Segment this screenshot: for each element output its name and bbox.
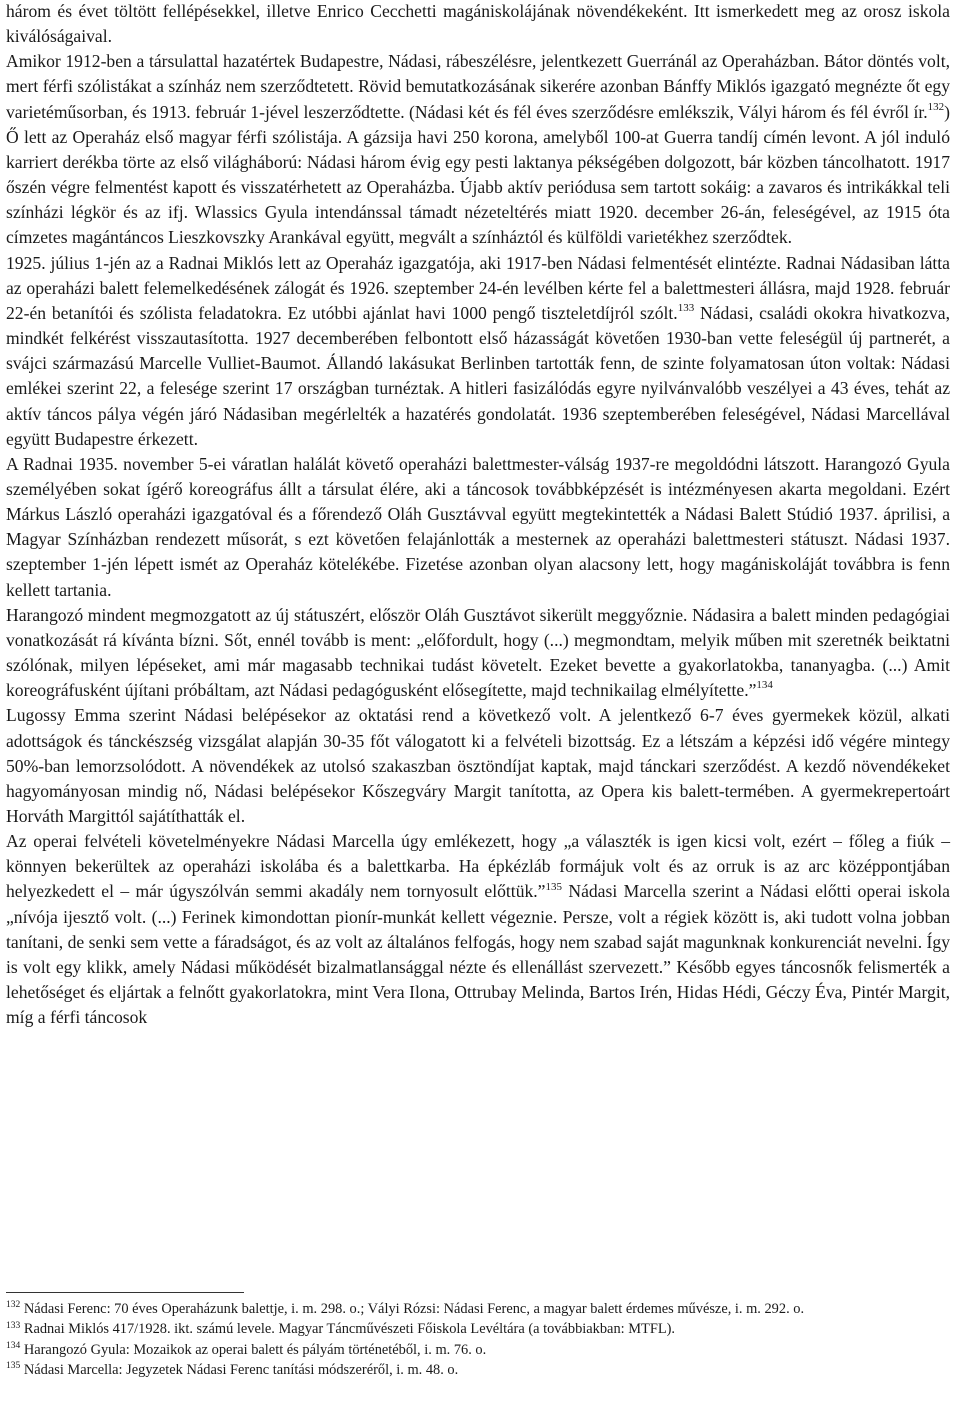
paragraph	[6, 0, 950, 49]
footnote-ref: 133	[677, 302, 695, 315]
paragraph-text: Harangozó mindent megmozgatott az új státuszért, először Oláh Gusztávot sikerült meggyőznie. Nádasira a balett minden pedagógiai vonatkozását rá kívánta bízni. Sőt, ennél tovább is ment: „előfordult, hogy (...) megmondtam, melyik műben mit szeretnék beiktatni szólónak, milyen lépéseket, ami már magasabb technikai tudást követelt. Ezeket bevette a gyakorlatokba, tananyagba. (...) Amit koreográfusként újítani próbáltam, azt Nádasi pedagógusként elősegítette, majd technikailag elmélyítette.”	[6, 604, 950, 701]
paragraph	[6, 603, 950, 704]
paragraph-text: Az operai felvételi követelményekre Nádasi Marcella úgy emlékezett, hogy „a választék is igen kicsi volt, ezért – főleg a fiúk – könnyen bekerültek az operaházi iskolába és a balettkarba. Ha épkézláb formájuk volt és az orruk is az arc középpontjában helyezkedett el – már úgyszólván semmi akadály nem tornyosult előttük.”	[6, 831, 950, 902]
footnote	[6, 1360, 946, 1380]
footnote-ref: 134	[756, 679, 773, 692]
footnote-number: 132	[6, 1300, 21, 1311]
footnote	[6, 1299, 946, 1319]
footnote-separator	[6, 1292, 244, 1293]
footnote-number: 133	[6, 1320, 21, 1331]
footnote-ref: 135	[545, 880, 562, 893]
paragraph-text: 1925. július 1-jén az a Radnai Miklós lett az Operaház igazgatója, aki 1917-ben Nádasi felmentését elintézte. Radnai Nádasiban látta az operaházi balett felemelkedésének zálogát és 1926. szeptember 24-én levélben kérte fel a balettmesteri állásra, majd 1928. február 22-én betanítói és szólista feladatokra. Ez utóbbi ajánlat havi 1000 pengő tiszteletdíjról szólt.	[6, 252, 950, 323]
paragraph-text: ) Ő lett az Operaház első magyar férfi szólistája. A gázsija havi 250 korona, amelyből 100-at Guerra tandíj címén levont. A jól induló karriert derékba törte az első világháború: Nádasi három évig egy pesti laktanya pékségében dolgozott, bár közben táncolhatott. 1917 őszén végre felmentést kapott és visszatérhetett az Operaházba. Újabb aktív periódusa sem tartott sokáig: a zavaros és intrikákkal teli színházi légkör és az ifj. Wlassics Gyula intendánssal támadt nézeteltérés miatt 1920. december 26-án, feleségével, az 1915 óta címzetes magántáncos Lieszkovszky Arankával együtt, megvált a színháztól és külföldi varietékhez szerződtek.	[6, 101, 950, 248]
paragraph	[6, 829, 950, 1030]
paragraph	[6, 452, 950, 603]
paragraph-text: A Radnai 1935. november 5-ei váratlan halálát követő operaházi balettmester-válság 1937-re megoldódni látszott. Harangozó Gyula személyében sokat ígérő koreográfus állt a társulat élére, aki a táncosok továbbképzését is intézményesen akarta megoldani. Ezért Márkus László operaházi igazgatóval és a főrendező Oláh Gusztávval együtt megtekintették a Nádasi Balett Stúdió 1937. áprilisi, a Magyar Színházban rendezett műsorát, s ezt követően felajánlották a mesternek az operaházi balettmesteri státuszt. Nádasi 1937. szeptember 1-jén lépett ismét az Operaház kötelékébe. Fizetése azonban olyan alacsony lett, hogy magániskoláját továbbra is fenn kellett tartania.	[6, 453, 950, 600]
paragraph-text: Amikor 1912-ben a társulattal hazatértek Budapestre, Nádasi, rábeszélésre, jelentkezett Guerránál az Operaházban. Bátor döntés volt, mert férfi szólistákat a színház nem szerződtetett. Rövid bemutatkozásának sikerére azonban Bánffy Miklós igazgató megnézte őt egy varietéműsorban, és 1913. február 1-jével leszerződtette. (Nádasi két és fél éves szerződésre emlékszik, Vályi három és fél évről ír.	[6, 51, 950, 122]
footnote	[6, 1319, 946, 1339]
paragraph	[6, 703, 950, 829]
paragraph-text: Nádasi, családi okokra hivatkozva, mindkét felkérést visszautasította. 1927 decemberében felbontott első házasságát követően 1930-ban vette feleségül új partnerét, a svájci származású Marcelle Vulliet-Baumot. Állandó lakásukat Berlinben tartották fenn, de szinte folyamatosan úton voltak: Nádasi emlékei szerint 22, a felesége szerint 17 országban turnéztak. A hitleri fasizálódás egyre nyilvánvalóbb veszélyei a 43 éves, tehát az aktív táncos pálya végén járó Nádasiban megérlelték a hazatérés gondolatát. 1936 szeptemberében feleségével, Nádasi Marcellával együtt Budapestre érkezett.	[6, 302, 950, 449]
paragraph-text: három és évet töltött fellépésekkel, illetve Enrico Cecchetti magániskolájának növendékeként. Itt ismerkedett meg az orosz iskola kiválóságaival.	[6, 1, 950, 47]
footnote-text: Nádasi Ferenc: 70 éves Operaházunk balettje, i. m. 298. o.; Vályi Rózsi: Nádasi Ferenc, a magyar balett érdemes művésze, i. m. 292. o.	[23, 1301, 805, 1317]
footnote	[6, 1340, 946, 1360]
footnote-text: Nádasi Marcella: Jegyzetek Nádasi Ferenc tanítási módszeréről, i. m. 48. o.	[23, 1362, 459, 1379]
body-text	[6, 0, 950, 1030]
footnote-text: Radnai Miklós 417/1928. ikt. számú levele. Magyar Táncművészeti Főiskola Levéltára (a továbbiakban: MTFL).	[23, 1321, 676, 1338]
footnote-ref: 132	[927, 100, 945, 113]
paragraph-text: Lugossy Emma szerint Nádasi belépésekor az oktatási rend a következő volt. A jelentkező 6-7 éves gyermekek közül, alkati adottságok és tánckészség vizsgálat alapján 30-35 főt válogatott ki a felvételi bizottság. Ez a létszám a képzési idő végére mintegy 50%-ban lemorzsolódott. A növendékek az utolsó szakaszban ösztöndíjat kaptak, majd tánckari szerződést. A kezdő növendékeket hagyományosan mindig nő, Nádasi belépésekor Kőszegváry Margit tanította, az Opera kis balett-termében. A gyermekrepertoárt Horváth Margittól sajátíthatták el.	[6, 705, 950, 826]
footnote-text: Harangozó Gyula: Mozaikok az operai balett és pályám történetéből, i. m. 76. o.	[23, 1341, 487, 1358]
footnotes	[6, 1299, 946, 1381]
paragraph	[6, 251, 950, 452]
footnote-number: 134	[6, 1341, 21, 1352]
paragraph-text: Nádasi Marcella szerint a Nádasi előtti operai iskola „nívója ijesztő volt. (...) Ferinek kimondottan pionír-munkát kellett végeznie. Persze, volt a régiek között is, aki tudott volna jobban tanítani, de senki sem vette a fáradságot, és az volt az általános felfogás, hogy nem szabad saját magunknak konkurenciát nevelni. Így is volt egy klikk, amely Nádasi működését bizalmatlansággal nézte és ellenállást szervezett.” Később egyes táncosnők felismerték a lehetőséget és eljártak a felnőtt gyakorlatokra, mint Vera Ilona, Ottrubay Melinda, Bartos Irén, Hidas Hédi, Géczy Éva, Pintér Margit, míg a férfi táncosok	[6, 881, 950, 1028]
paragraph	[6, 49, 950, 250]
footnote-number: 135	[6, 1361, 21, 1372]
